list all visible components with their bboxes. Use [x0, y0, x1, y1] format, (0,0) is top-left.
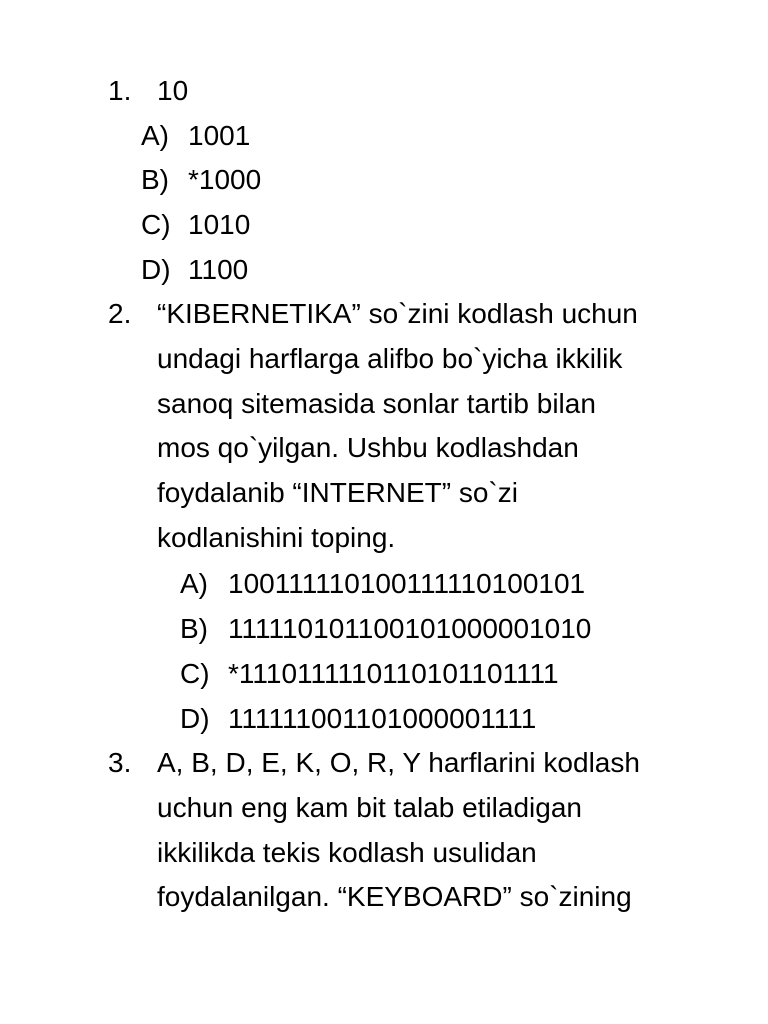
option-value: *1110111110110101101111	[228, 658, 559, 689]
question-line: foydalanib “INTERNET” so`zi	[157, 477, 518, 509]
question-text: 10	[157, 75, 189, 106]
question-line: foydalanilgan. “KEYBOARD” so`zining	[157, 881, 632, 913]
option-label: A)	[180, 568, 208, 599]
question-number: 2.	[108, 298, 132, 329]
option-value: 1010	[188, 209, 251, 240]
option-label: B)	[180, 613, 208, 644]
option-value: 111111001101000001111	[228, 703, 537, 734]
question-line: ikkilikda tekis kodlash usulidan	[157, 836, 537, 868]
question-line: kodlanishini toping.	[157, 521, 396, 553]
option-value: 111110101100101000001010	[228, 613, 592, 644]
question-2-text	[157, 292, 747, 561]
question-3-text	[157, 741, 747, 920]
option-label: C)	[141, 209, 171, 240]
option-a	[0, 114, 768, 158]
question-line: mos qo`yilgan. Ushbu kodlashdan	[157, 432, 579, 464]
option-label: D)	[141, 254, 171, 285]
option-value: *1000	[188, 164, 262, 195]
option-c	[0, 652, 768, 696]
option-b	[0, 607, 768, 651]
option-label: C)	[180, 658, 210, 689]
option-b	[0, 158, 768, 202]
option-label: B)	[141, 164, 169, 195]
option-a	[0, 562, 768, 606]
option-value: 100111110100111110100101	[228, 568, 586, 599]
option-d	[0, 248, 768, 292]
question-line: “KIBERNETIKA” so`zini kodlash uchun	[157, 298, 638, 329]
option-value: 1001	[188, 120, 251, 151]
option-c	[0, 203, 768, 247]
question-line: sanoq sitemasida sonlar tartib bilan	[157, 387, 596, 419]
question-line: A, B, D, E, K, O, R, Y harflarini kodlash	[157, 747, 640, 778]
question-line: undagi harflarga alifbo bo`yicha ikkilik	[157, 342, 623, 374]
option-d	[0, 697, 768, 741]
question-line: uchun eng kam bit talab etiladigan	[157, 791, 582, 823]
option-label: A)	[141, 120, 169, 151]
question-number: 3.	[108, 747, 132, 778]
option-value: 1100	[188, 254, 249, 285]
option-label: D)	[180, 703, 210, 734]
question-1	[0, 69, 768, 113]
question-number: 1.	[108, 75, 132, 106]
